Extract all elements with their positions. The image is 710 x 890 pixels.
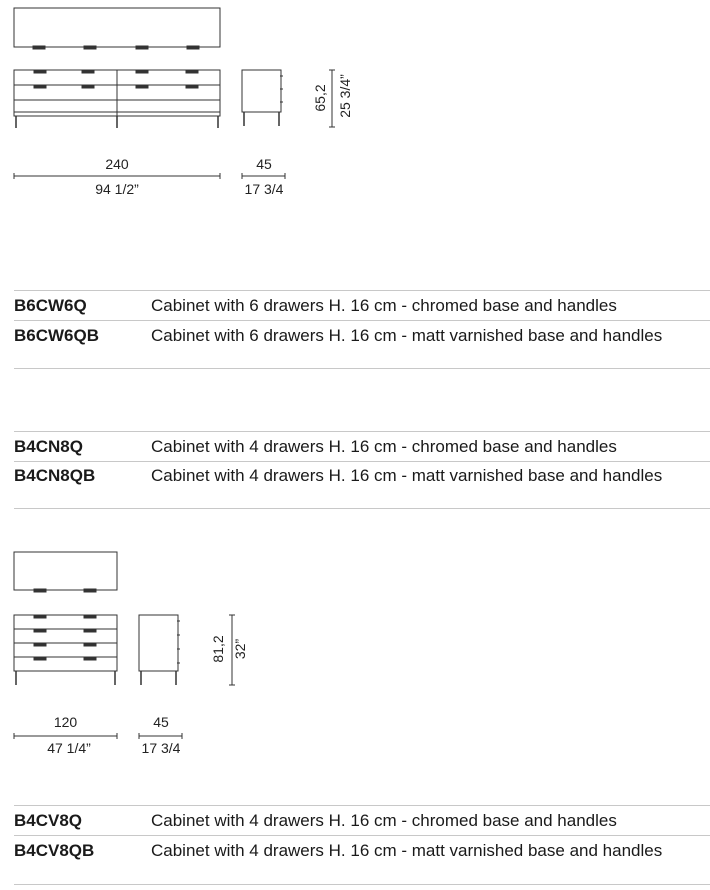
divider — [14, 431, 710, 432]
top-depth-in: 17 3/4 — [244, 181, 284, 197]
bottom-height-cm: 81,2 — [210, 635, 226, 663]
divider — [14, 368, 710, 369]
top-width-dimension-line — [14, 173, 220, 179]
bottom-front-view — [14, 615, 117, 685]
top-front-view — [14, 70, 220, 128]
top-height-cm: 65,2 — [312, 84, 328, 112]
bottom-depth-in: 17 3/4 — [141, 740, 181, 756]
top-height-in: 25 3/4” — [337, 74, 353, 118]
product-code: B4CN8QB — [14, 466, 96, 485]
divider — [14, 805, 710, 806]
bottom-width-cm: 120 — [53, 714, 78, 730]
product-description: Cabinet with 6 drawers H. 16 cm - matt varnished base and handles — [151, 326, 663, 345]
top-depth-cm: 45 — [256, 156, 272, 172]
divider — [14, 884, 710, 885]
product-code: B4CV8QB — [14, 841, 95, 860]
divider — [14, 835, 710, 836]
top-height-dimension-line — [329, 70, 335, 127]
product-description: Cabinet with 4 drawers H. 16 cm - chromed base and handles — [151, 811, 617, 830]
top-width-cm: 240 — [105, 156, 129, 172]
divider — [14, 290, 710, 291]
product-description: Cabinet with 6 drawers H. 16 cm - chromed base and handles — [151, 296, 617, 315]
product-code: B4CN8Q — [14, 437, 83, 456]
bottom-depth-dimension-line — [139, 733, 182, 739]
bottom-height-in: 32” — [232, 638, 248, 660]
product-code: B6CW6Q — [14, 296, 87, 315]
divider — [14, 508, 710, 509]
product-description: Cabinet with 4 drawers H. 16 cm - matt varnished base and handles — [151, 466, 663, 485]
bottom-width-in: 47 1/4” — [47, 740, 91, 756]
product-description: Cabinet with 4 drawers H. 16 cm - chromed base and handles — [151, 437, 617, 456]
top-side-view — [242, 70, 283, 126]
top-width-in: 94 1/2” — [95, 181, 139, 197]
bottom-depth-cm: 45 — [153, 714, 169, 730]
top-plan-view — [14, 8, 220, 49]
bottom-plan-view — [14, 552, 117, 592]
divider — [14, 320, 710, 321]
product-description: Cabinet with 4 drawers H. 16 cm - matt varnished base and handles — [151, 841, 663, 860]
product-code: B6CW6QB — [14, 326, 100, 345]
product-code: B4CV8Q — [14, 811, 83, 830]
top-depth-dimension-line — [242, 173, 285, 179]
divider — [14, 461, 710, 462]
bottom-width-dimension-line — [14, 733, 117, 739]
bottom-side-view — [139, 615, 180, 685]
